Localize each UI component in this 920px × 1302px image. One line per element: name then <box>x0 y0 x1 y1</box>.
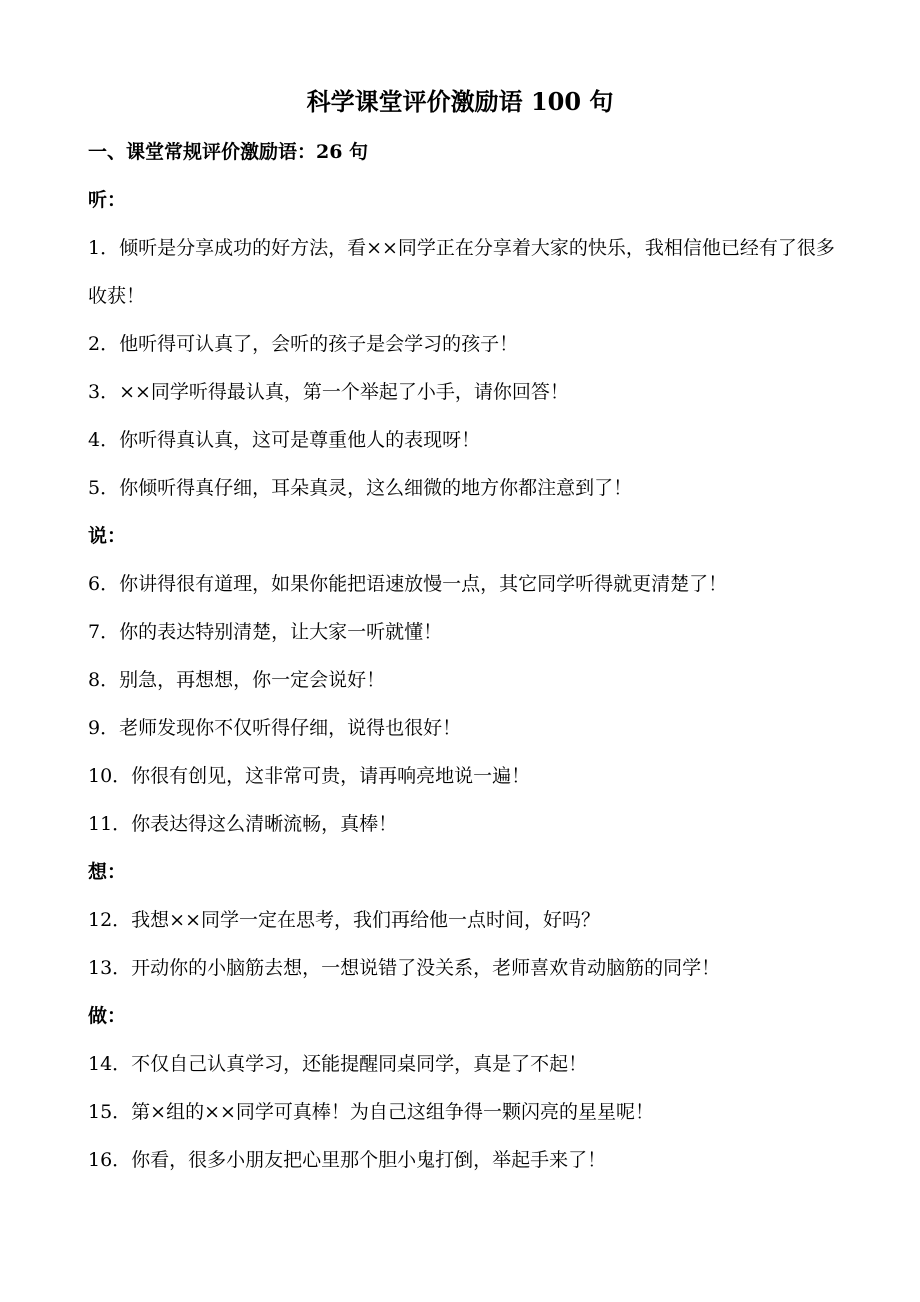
category-do: 做： <box>88 1005 127 1027</box>
list-item-5: 5．你倾听得真仔细，耳朵真灵，这么细微的地方你都注意到了！ <box>88 477 633 499</box>
list-item-12: 12．我想××同学一定在思考，我们再给他一点时间，好吗？ <box>88 909 601 931</box>
document-body <box>88 128 848 1184</box>
list-item-8: 8．别急，再想想，你一定会说好！ <box>88 669 386 691</box>
list-item-15: 15．第×组的××同学可真棒！为自己这组争得一颗闪亮的星星呢！ <box>88 1101 654 1123</box>
list-item-4: 4．你听得真认真，这可是尊重他人的表现呀！ <box>88 429 481 451</box>
category-speak: 说： <box>88 525 127 547</box>
list-item-11: 11．你表达得这么清晰流畅，真棒！ <box>88 813 398 835</box>
list-item-14: 14．不仅自己认真学习，还能提醒同桌同学，真是了不起！ <box>88 1053 588 1075</box>
list-item-2: 2．他听得可认真了，会听的孩子是会学习的孩子！ <box>88 333 519 355</box>
section-heading: 一、课堂常规评价激励语：26 句 <box>88 141 369 163</box>
category-listen: 听： <box>88 189 127 211</box>
list-item-10: 10．你很有创见，这非常可贵，请再响亮地说一遍！ <box>88 765 531 787</box>
list-item-13: 13．开动你的小脑筋去想，一想说错了没关系，老师喜欢肯动脑筋的同学！ <box>88 957 721 979</box>
list-item-6: 6．你讲得很有道理，如果你能把语速放慢一点，其它同学听得就更清楚了！ <box>88 573 728 595</box>
list-item-7: 7．你的表达特别清楚，让大家一听就懂！ <box>88 621 443 643</box>
list-item-3: 3．××同学听得最认真，第一个举起了小手，请你回答！ <box>88 381 569 403</box>
list-item-1: 1．倾听是分享成功的好方法，看××同学正在分享着大家的快乐，我相信他已经有了很多收获！ <box>88 237 835 307</box>
document-title: 科学课堂评价激励语 100 句 <box>306 87 614 116</box>
list-item-9: 9．老师发现你不仅听得仔细，说得也很好！ <box>88 717 462 739</box>
category-think: 想： <box>88 861 127 883</box>
list-item-16: 16．你看，很多小朋友把心里那个胆小鬼打倒，举起手来了！ <box>88 1149 607 1171</box>
